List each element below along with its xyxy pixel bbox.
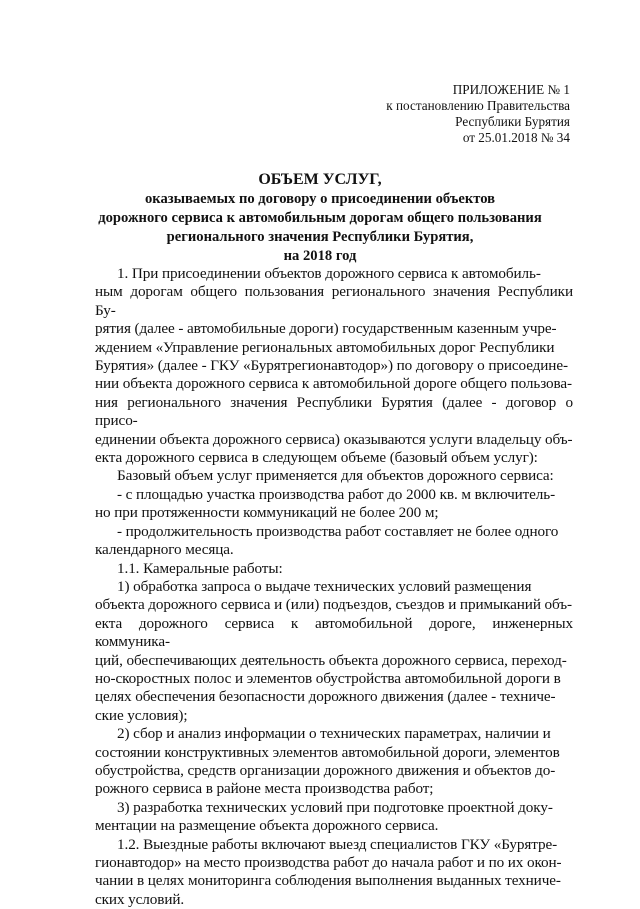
title-main: ОБЪЕМ УСЛУГ,: [258, 171, 382, 188]
paragraph-1-1-heading: 1.1. Камеральные работы:: [117, 559, 283, 577]
annex-republic: Республики Бурятия: [455, 114, 570, 129]
paragraph-area-condition: - с площадью участка производства работ до 2000 кв. м включитель- но при протяженности коммуникаций не более 200 м;: [95, 485, 556, 522]
annex-reference: к постановлению Правительства: [386, 98, 570, 113]
annex-title: ПРИЛОЖЕНИЕ № 1: [452, 82, 570, 97]
document-body: [95, 265, 573, 909]
paragraph-duration-condition: - продолжительность производства работ составляет не более одного календарного месяца.: [95, 522, 559, 559]
paragraph-1: 1. При присоединении объектов дорожного сервиса к автомобиль- ным дорогам общего пользования регионального значения Республики Бу- рятия (далее - автомобильные дороги) государственным казенным учре- ждением «Управление региональных автомобильных дорог Республики Бурятия» (далее - ГКУ «Бурятрегионавтодор») по договору о присоедине- нии объекта дорожного сервиса к автомобильной дороге общего пользова- ния регионального значения Республики Бурятия (далее - договор о присо- единении объекта дорожного сервиса) оказываются услуги владельцу объ- екта дорожного сервиса в следующем объеме (базовый объем услуг):: [95, 265, 573, 467]
annex-date-number: от 25.01.2018 № 34: [462, 130, 570, 145]
title-line-5: на 2018 год: [283, 248, 357, 264]
paragraph-1-2: 1.2. Выездные работы включают выезд специалистов ГКУ «Бурятре- гионавтодор» на место производства работ до начала работ и по их окон- чании в целях мониторинга соблюдения выполнения выданных техниче- ских условий.: [95, 835, 562, 908]
paragraph-1-1-item-1: 1) обработка запроса о выдаче технических условий размещения объекта дорожного сервиса и (или) подъездов, съездов и примыканий объ- екта дорожного сервиса к автомобильной дороге, инженерных коммуника- ций, обеспечивающих деятельность объекта дорожного сервиса, переход- но-скоростных полос и элементов обустройства автомобильной дороги в целях обеспечения безопасности дорожного движения (далее - техниче- ские условия);: [95, 577, 573, 724]
document-title: [60, 170, 580, 266]
paragraph-base-volume: Базовый объем услуг применяется для объектов дорожного сервиса:: [117, 467, 554, 485]
paragraph-1-1-item-3: 3) разработка технических условий при подготовке проектной доку- ментации на размещение объекта дорожного сервиса.: [95, 798, 553, 835]
title-line-2: оказываемых по договору о присоединении объектов: [144, 191, 496, 207]
annex-header: [386, 82, 570, 146]
title-line-4: регионального значения Республики Бурятия,: [166, 229, 474, 245]
paragraph-1-1-item-2: 2) сбор и анализ информации о технических параметрах, наличии и состоянии конструктивных элементов автомобильной дороги, элементов обустройства, средств организации дорожного движения и объектов до- рожного сервиса в районе места производства работ;: [95, 725, 560, 798]
title-line-3: дорожного сервиса к автомобильным дорогам общего пользования: [98, 210, 542, 226]
